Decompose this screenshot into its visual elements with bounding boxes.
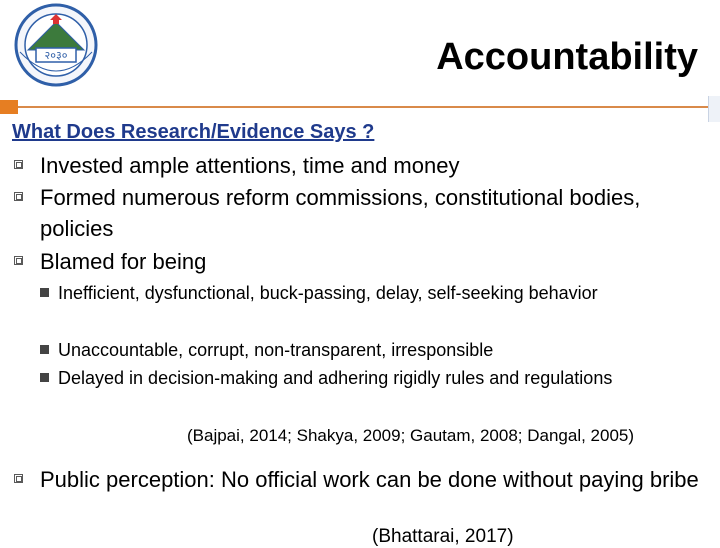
logo-year-text: २०३० — [44, 49, 68, 62]
filled-square-bullet-icon — [40, 373, 49, 382]
citation-text: (Bhattarai, 2017) — [372, 526, 514, 547]
sub-bullet-text: Delayed in decision-making and adhering rigidly rules and regulations — [58, 368, 613, 388]
slide-title: Accountability — [436, 36, 698, 78]
filled-square-bullet-icon — [40, 345, 49, 354]
square-bullet-icon — [14, 192, 23, 201]
filled-square-bullet-icon — [40, 288, 49, 297]
bullet-text: Public perception: No official work can be done without paying bribe — [40, 467, 699, 492]
bullet-text: Blamed for being — [40, 249, 207, 274]
square-bullet-icon — [14, 474, 23, 483]
sub-bullet-text: Unaccountable, corrupt, non-transparent, irresponsible — [58, 340, 494, 360]
square-bullet-icon — [14, 160, 23, 169]
sub-bullet-text: Inefficient, dysfunctional, buck-passing, delay, self-seeking behavior — [58, 283, 598, 303]
square-bullet-icon — [14, 256, 23, 265]
bullet-text: Invested ample attentions, time and money — [40, 153, 460, 178]
bullet-text: Formed numerous reform commissions, constitutional bodies, policies — [40, 185, 641, 241]
section-heading: What Does Research/Evidence Says ? — [12, 121, 375, 143]
citation-text: (Bajpai, 2014; Shakya, 2009; Gautam, 2008; Dangal, 2005) — [187, 426, 635, 445]
